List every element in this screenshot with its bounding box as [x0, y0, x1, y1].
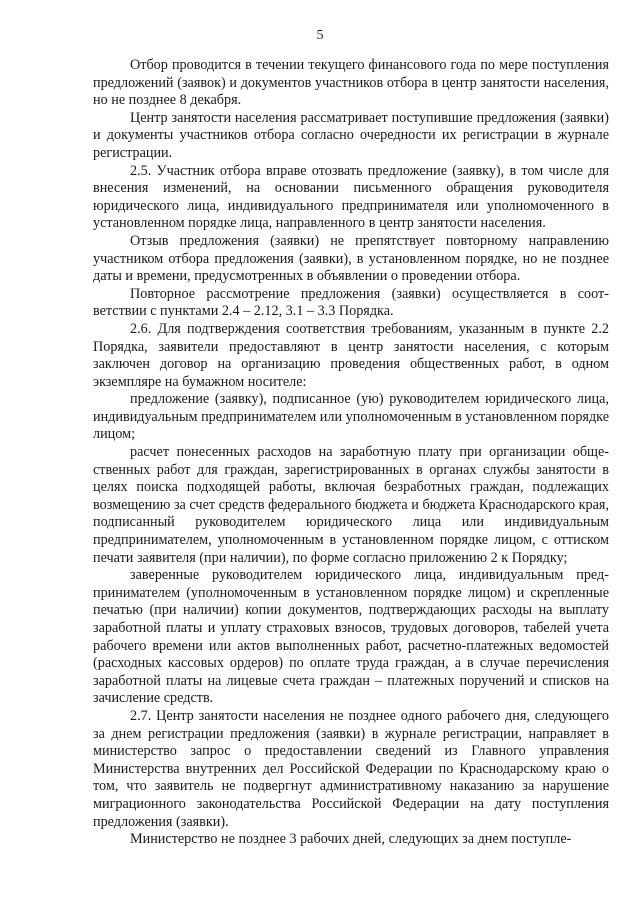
paragraph-re-review: Повторное рассмотрение предложения (заявки) осуществляется в соответствии с пунктами 2.4 – 2.12, 3.1 – 3.3 Порядка. — [93, 285, 609, 320]
paragraph-2-5-withdrawal: 2.5. Участник отбора вправе отозвать предложение (заявку), в том числе для внесения изменений, на основании письменного обращения руководителя юридического лица, индивидуального предпринимателя или уполномоченного в установленном порядке лица, направленного в центр занятости населения. — [93, 162, 609, 232]
paragraph-2-6-documents: 2.6. Для подтверждения соответствия требованиям, указанным в пункте 2.2 Порядка, заявители предоставляют в центр занятости населения, с которым заключен договор на организацию проведения общественных работ, в одном экземпляре на бумажном носителе: — [93, 320, 609, 390]
paragraph-selection-period: Отбор проводится в течении текущего финансового года по мере поступления предложений (заявок) и документов участников отбора в центр занятости населения, но не позднее 8 декабря. — [93, 57, 609, 109]
list-item-expense-calculation: расчет понесенных расходов на заработную плату при организации общественных работ для граждан, зарегистрированных в органах службы занятости в целях поиска подходящей работы, включая безработных граждан, подлежащих возмещению за счет средств федерального бюджета и бюджета Краснодарского края, подписанный руководителем юридического лица или индивидуальным предпринимателем, уполномоченным в установленном порядке лицом, с оттиском печати заявителя (при наличии), по форме согласно приложению 2 к Порядку; — [93, 444, 609, 566]
list-item-application: предложение (заявку), подписанное (ую) руководителем юридического лица, индивидуальным предпринимателем или уполномоченным в установленном порядке лицом; — [93, 391, 609, 443]
list-item-certified-copies: заверенные руководителем юридического лица, индивидуальным предпринимателем (уполномоченным в установленном порядке лицом) и скрепленные печатью (при наличии) копии документов, подтверждающих расходы на выплату заработной платы и уплату страховых взносов, трудовых договоров, табелей учета рабочего времени или актов выполненных работ, расчетно-платежных ведомостей (расходных кассовых ордеров) по оплате труда граждан, а в случае перечисления заработной платы на лицевые счета граждан – платежных поручений и списков на зачисление средств. — [93, 567, 609, 707]
paragraph-resubmission: Отзыв предложения (заявки) не препятствует повторному направлению участником отбора предложения (заявки), в установленном порядке, но не позднее даты и времени, предусмотренных в объявлении о проведении отбора. — [93, 232, 609, 285]
document-body — [93, 57, 609, 849]
page-number: 5 — [316, 28, 324, 43]
paragraph-review-order: Центр занятости населения рассматривает поступившие предложения (заявки) и документы участников отбора согласно очередности их регистрации в журнале регистрации. — [93, 109, 609, 161]
paragraph-2-7-request: 2.7. Центр занятости населения не позднее одного рабочего дня, следующего за днем регистрации предложения (заявки) в журнале регистрации, направляет в министерство запрос о предоставлении сведений из Главного управления Министерства внутренних дел Российской Федерации по Краснодарскому краю о том, что заявитель не подвергнут административному наказанию за нарушение миграционного законодательства Российской Федерации на дату поступления предложения (заявки). — [93, 707, 609, 830]
paragraph-ministry-deadline: Министерство не позднее 3 рабочих дней, следующих за днем поступле- — [130, 831, 572, 848]
